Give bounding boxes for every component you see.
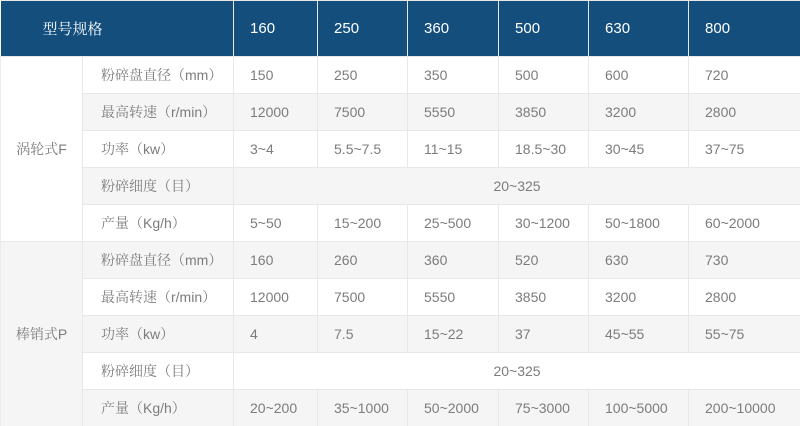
- value-cell: 75~3000: [499, 390, 589, 426]
- value-cell: 45~55: [589, 316, 689, 353]
- value-cell: 60~2000: [689, 205, 800, 242]
- value-cell: 160: [234, 242, 318, 279]
- value-cell: 2800: [689, 94, 800, 131]
- param-label: 产量（Kg/h）: [83, 390, 234, 426]
- value-cell: 3850: [499, 279, 589, 316]
- value-cell: 20~200: [234, 390, 318, 426]
- value-cell: 37: [499, 316, 589, 353]
- value-cell: 12000: [234, 94, 318, 131]
- value-cell: 11~15: [408, 131, 499, 168]
- table-row: [1, 131, 800, 168]
- table-row: [1, 94, 800, 131]
- group-label-turbine: 涡轮式F: [1, 57, 83, 242]
- value-cell: 250: [318, 57, 408, 94]
- model-column-header-500: 500: [499, 1, 589, 57]
- value-cell: 260: [318, 242, 408, 279]
- param-label: 最高转速（r/min）: [83, 94, 234, 131]
- value-cell: 720: [689, 57, 800, 94]
- value-cell: 30~1200: [499, 205, 589, 242]
- param-label: 功率（kw）: [83, 316, 234, 353]
- model-column-header-160: 160: [234, 1, 318, 57]
- table-row: [1, 205, 800, 242]
- value-cell: 5~50: [234, 205, 318, 242]
- value-cell: 2800: [689, 279, 800, 316]
- value-cell: 100~5000: [589, 390, 689, 426]
- value-cell: 200~10000: [689, 390, 800, 426]
- value-cell: 3200: [589, 94, 689, 131]
- value-cell: 730: [689, 242, 800, 279]
- value-cell: 630: [589, 242, 689, 279]
- param-label: 粉碎细度（目）: [83, 168, 234, 205]
- value-cell: 360: [408, 242, 499, 279]
- table-row: [1, 390, 800, 426]
- value-cell: 50~1800: [589, 205, 689, 242]
- param-label: 产量（Kg/h）: [83, 205, 234, 242]
- value-cell: 350: [408, 57, 499, 94]
- value-cell: 25~500: [408, 205, 499, 242]
- value-cell: 3~4: [234, 131, 318, 168]
- value-cell: 3200: [589, 279, 689, 316]
- value-cell: 15~200: [318, 205, 408, 242]
- table-row: [1, 316, 800, 353]
- fineness-merged-cell: 20~325: [234, 168, 800, 205]
- param-label: 最高转速（r/min）: [83, 279, 234, 316]
- model-spec-header: 型号规格: [1, 1, 234, 57]
- model-column-header-800: 800: [689, 1, 800, 57]
- model-column-header-630: 630: [589, 1, 689, 57]
- header-row: [1, 1, 800, 57]
- value-cell: 7.5: [318, 316, 408, 353]
- value-cell: 7500: [318, 94, 408, 131]
- value-cell: 15~22: [408, 316, 499, 353]
- table-row: [1, 279, 800, 316]
- value-cell: 12000: [234, 279, 318, 316]
- value-cell: 520: [499, 242, 589, 279]
- group-label-pin: 棒销式P: [1, 242, 83, 426]
- value-cell: 50~2000: [408, 390, 499, 426]
- value-cell: 55~75: [689, 316, 800, 353]
- fineness-merged-cell: 20~325: [234, 353, 800, 390]
- value-cell: 35~1000: [318, 390, 408, 426]
- table-row: [1, 242, 800, 279]
- model-column-header-250: 250: [318, 1, 408, 57]
- value-cell: 5550: [408, 279, 499, 316]
- param-label: 功率（kw）: [83, 131, 234, 168]
- value-cell: 150: [234, 57, 318, 94]
- table-row: [1, 353, 800, 390]
- value-cell: 5550: [408, 94, 499, 131]
- value-cell: 5.5~7.5: [318, 131, 408, 168]
- table-row: [1, 57, 800, 94]
- table-row: [1, 168, 800, 205]
- model-column-header-360: 360: [408, 1, 499, 57]
- value-cell: 37~75: [689, 131, 800, 168]
- value-cell: 30~45: [589, 131, 689, 168]
- param-label: 粉碎盘直径（mm）: [83, 242, 234, 279]
- value-cell: 4: [234, 316, 318, 353]
- value-cell: 3850: [499, 94, 589, 131]
- param-label: 粉碎盘直径（mm）: [83, 57, 234, 94]
- value-cell: 7500: [318, 279, 408, 316]
- value-cell: 18.5~30: [499, 131, 589, 168]
- value-cell: 500: [499, 57, 589, 94]
- value-cell: 600: [589, 57, 689, 94]
- param-label: 粉碎细度（目）: [83, 353, 234, 390]
